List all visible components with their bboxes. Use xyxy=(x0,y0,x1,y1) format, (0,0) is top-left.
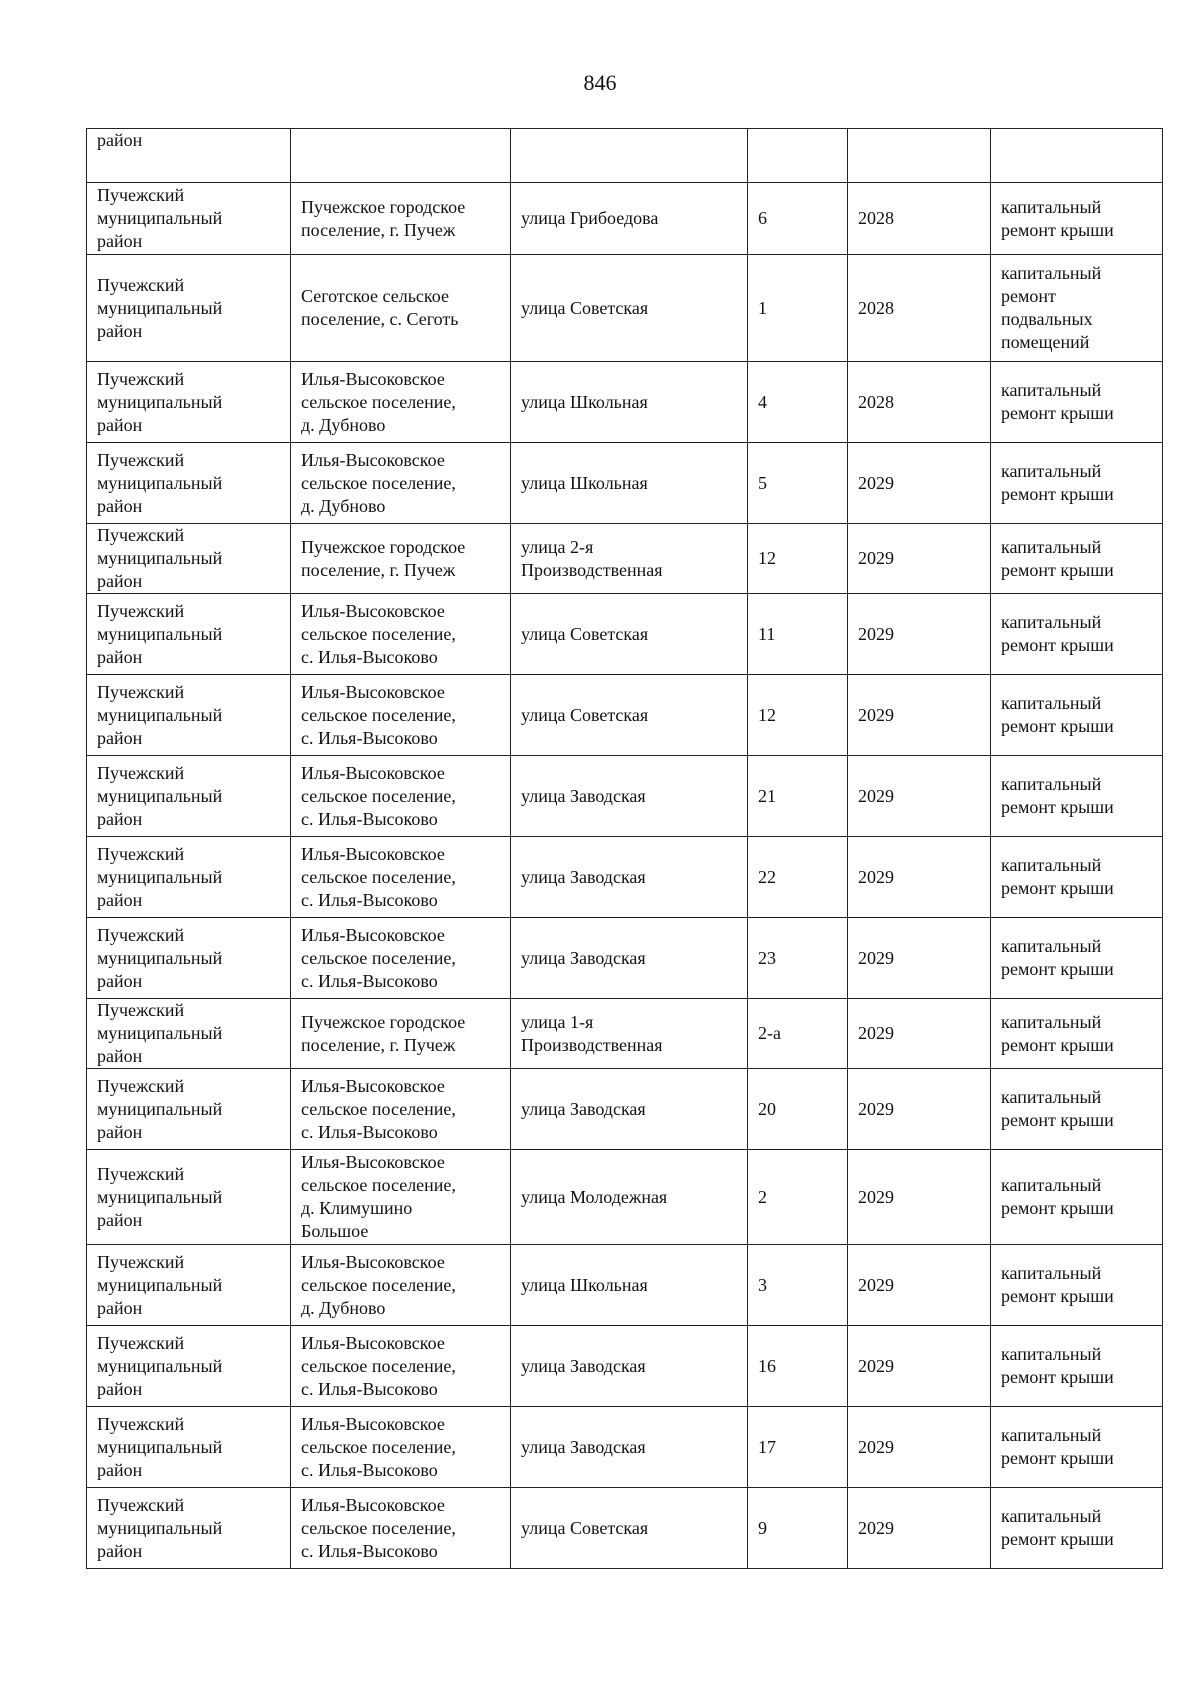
cell-work-type: капитальный ремонт крыши xyxy=(991,524,1163,594)
table-row xyxy=(87,1488,1163,1569)
cell-street: улица 2-я Производственная xyxy=(511,524,748,594)
table-body xyxy=(87,129,1163,1569)
table-row xyxy=(87,255,1163,362)
cell-house-number xyxy=(748,129,848,183)
cell-district: район xyxy=(87,129,291,183)
cell-work-type: капитальный ремонт крыши xyxy=(991,1407,1163,1488)
cell-district: Пучежский муниципальный район xyxy=(87,255,291,362)
cell-year: 2029 xyxy=(848,675,991,756)
cell-settlement: Илья-Высоковское сельское поселение, с. Илья-Высоково xyxy=(291,756,511,837)
cell-street: улица Заводская xyxy=(511,1407,748,1488)
cell-house-number: 3 xyxy=(748,1245,848,1326)
table-row xyxy=(87,1245,1163,1326)
table-row xyxy=(87,524,1163,594)
cell-year: 2029 xyxy=(848,1069,991,1150)
cell-street: улица Советская xyxy=(511,1488,748,1569)
table-row xyxy=(87,594,1163,675)
cell-house-number: 2-а xyxy=(748,999,848,1069)
cell-settlement: Илья-Высоковское сельское поселение, д. Дубново xyxy=(291,1245,511,1326)
table-row xyxy=(87,675,1163,756)
cell-work-type: капитальный ремонт крыши xyxy=(991,999,1163,1069)
cell-district: Пучежский муниципальный район xyxy=(87,443,291,524)
cell-district: Пучежский муниципальный район xyxy=(87,918,291,999)
cell-settlement: Илья-Высоковское сельское поселение, д. Климушино Большое xyxy=(291,1150,511,1245)
cell-street: улица Грибоедова xyxy=(511,183,748,255)
cell-work-type: капитальный ремонт крыши xyxy=(991,594,1163,675)
cell-work-type: капитальный ремонт крыши xyxy=(991,675,1163,756)
cell-work-type: капитальный ремонт крыши xyxy=(991,1245,1163,1326)
cell-house-number: 16 xyxy=(748,1326,848,1407)
cell-street: улица Советская xyxy=(511,594,748,675)
table-row xyxy=(87,756,1163,837)
cell-house-number: 20 xyxy=(748,1069,848,1150)
cell-settlement: Илья-Высоковское сельское поселение, с. Илья-Высоково xyxy=(291,918,511,999)
cell-district: Пучежский муниципальный район xyxy=(87,756,291,837)
table-row xyxy=(87,918,1163,999)
cell-district: Пучежский муниципальный район xyxy=(87,1407,291,1488)
table-row-continuation xyxy=(87,129,1163,183)
cell-district: Пучежский муниципальный район xyxy=(87,1245,291,1326)
cell-house-number: 21 xyxy=(748,756,848,837)
table-row xyxy=(87,443,1163,524)
cell-year: 2028 xyxy=(848,255,991,362)
cell-district: Пучежский муниципальный район xyxy=(87,1488,291,1569)
cell-year: 2029 xyxy=(848,1488,991,1569)
cell-district: Пучежский муниципальный район xyxy=(87,675,291,756)
cell-settlement: Илья-Высоковское сельское поселение, д. Дубново xyxy=(291,362,511,443)
cell-settlement: Илья-Высоковское сельское поселение, с. Илья-Высоково xyxy=(291,1407,511,1488)
cell-street: улица Заводская xyxy=(511,918,748,999)
cell-house-number: 2 xyxy=(748,1150,848,1245)
cell-house-number: 22 xyxy=(748,837,848,918)
cell-street: улица Школьная xyxy=(511,1245,748,1326)
cell-house-number: 23 xyxy=(748,918,848,999)
cell-district: Пучежский муниципальный район xyxy=(87,999,291,1069)
cell-settlement: Илья-Высоковское сельское поселение, с. Илья-Высоково xyxy=(291,1326,511,1407)
cell-work-type: капитальный ремонт подвальных помещений xyxy=(991,255,1163,362)
cell-house-number: 4 xyxy=(748,362,848,443)
table-row xyxy=(87,1150,1163,1245)
table-row xyxy=(87,999,1163,1069)
cell-street: улица Советская xyxy=(511,255,748,362)
cell-street: улица Заводская xyxy=(511,837,748,918)
cell-house-number: 6 xyxy=(748,183,848,255)
cell-street: улица Заводская xyxy=(511,1326,748,1407)
cell-house-number: 12 xyxy=(748,675,848,756)
cell-settlement: Сеготское сельское поселение, с. Сеготь xyxy=(291,255,511,362)
cell-street: улица Школьная xyxy=(511,443,748,524)
cell-street: улица Школьная xyxy=(511,362,748,443)
cell-settlement: Пучежское городское поселение, г. Пучеж xyxy=(291,183,511,255)
cell-district: Пучежский муниципальный район xyxy=(87,1069,291,1150)
cell-district: Пучежский муниципальный район xyxy=(87,594,291,675)
cell-year: 2029 xyxy=(848,1150,991,1245)
page-number: 846 xyxy=(583,70,617,95)
cell-year: 2029 xyxy=(848,594,991,675)
cell-district: Пучежский муниципальный район xyxy=(87,183,291,255)
cell-year: 2029 xyxy=(848,837,991,918)
cell-work-type xyxy=(991,129,1163,183)
cell-district: Пучежский муниципальный район xyxy=(87,524,291,594)
cell-house-number: 12 xyxy=(748,524,848,594)
cell-work-type: капитальный ремонт крыши xyxy=(991,443,1163,524)
cell-work-type: капитальный ремонт крыши xyxy=(991,183,1163,255)
cell-year: 2029 xyxy=(848,443,991,524)
cell-settlement xyxy=(291,129,511,183)
cell-year: 2029 xyxy=(848,524,991,594)
table-row xyxy=(87,362,1163,443)
table-row xyxy=(87,837,1163,918)
cell-house-number: 5 xyxy=(748,443,848,524)
table-row xyxy=(87,1326,1163,1407)
cell-year: 2029 xyxy=(848,918,991,999)
cell-settlement: Илья-Высоковское сельское поселение, д. Дубново xyxy=(291,443,511,524)
cell-settlement: Илья-Высоковское сельское поселение, с. Илья-Высоково xyxy=(291,675,511,756)
cell-house-number: 11 xyxy=(748,594,848,675)
table-row xyxy=(87,183,1163,255)
cell-house-number: 17 xyxy=(748,1407,848,1488)
cell-district: Пучежский муниципальный район xyxy=(87,837,291,918)
cell-year: 2029 xyxy=(848,1326,991,1407)
cell-year: 2028 xyxy=(848,183,991,255)
table-row xyxy=(87,1069,1163,1150)
repair-schedule-table xyxy=(86,128,1163,1569)
cell-district: Пучежский муниципальный район xyxy=(87,362,291,443)
cell-street: улица Заводская xyxy=(511,1069,748,1150)
cell-work-type: капитальный ремонт крыши xyxy=(991,756,1163,837)
cell-settlement: Илья-Высоковское сельское поселение, с. Илья-Высоково xyxy=(291,1488,511,1569)
cell-work-type: капитальный ремонт крыши xyxy=(991,837,1163,918)
cell-street: улица Советская xyxy=(511,675,748,756)
cell-settlement: Пучежское городское поселение, г. Пучеж xyxy=(291,999,511,1069)
cell-district: Пучежский муниципальный район xyxy=(87,1326,291,1407)
cell-house-number: 9 xyxy=(748,1488,848,1569)
cell-house-number: 1 xyxy=(748,255,848,362)
cell-street xyxy=(511,129,748,183)
cell-work-type: капитальный ремонт крыши xyxy=(991,1326,1163,1407)
cell-settlement: Илья-Высоковское сельское поселение, с. Илья-Высоково xyxy=(291,837,511,918)
cell-year: 2029 xyxy=(848,756,991,837)
cell-settlement: Илья-Высоковское сельское поселение, с. Илья-Высоково xyxy=(291,594,511,675)
cell-year: 2029 xyxy=(848,1245,991,1326)
cell-year: 2029 xyxy=(848,999,991,1069)
cell-district: Пучежский муниципальный район xyxy=(87,1150,291,1245)
cell-year: 2028 xyxy=(848,362,991,443)
cell-work-type: капитальный ремонт крыши xyxy=(991,918,1163,999)
cell-work-type: капитальный ремонт крыши xyxy=(991,1488,1163,1569)
cell-street: улица Заводская xyxy=(511,756,748,837)
cell-work-type: капитальный ремонт крыши xyxy=(991,362,1163,443)
cell-year: 2029 xyxy=(848,1407,991,1488)
cell-street: улица 1-я Производственная xyxy=(511,999,748,1069)
cell-settlement: Пучежское городское поселение, г. Пучеж xyxy=(291,524,511,594)
cell-year xyxy=(848,129,991,183)
cell-work-type: капитальный ремонт крыши xyxy=(991,1069,1163,1150)
cell-street: улица Молодежная xyxy=(511,1150,748,1245)
cell-settlement: Илья-Высоковское сельское поселение, с. Илья-Высоково xyxy=(291,1069,511,1150)
table-row xyxy=(87,1407,1163,1488)
cell-work-type: капитальный ремонт крыши xyxy=(991,1150,1163,1245)
